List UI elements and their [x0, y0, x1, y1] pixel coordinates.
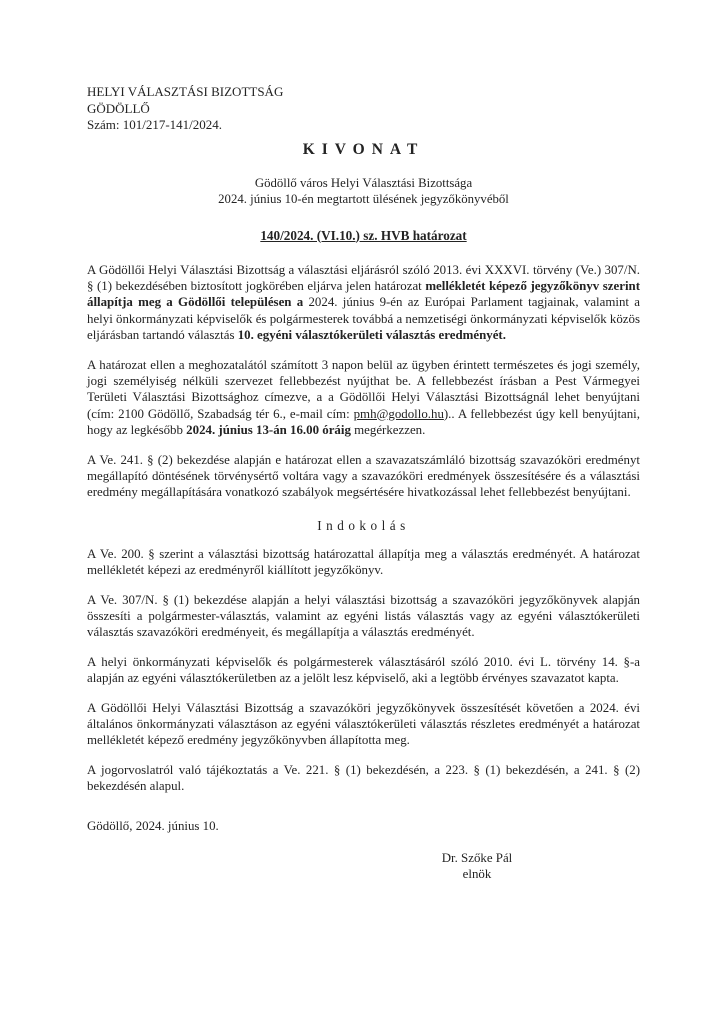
text-run: 10. egyéni választókerületi választás eredményét. [237, 328, 506, 343]
signer-role: elnök [462, 867, 492, 882]
decision-number-heading: 140/2024. (VI.10.) sz. HVB határozat [260, 227, 467, 243]
text-run: 2024. június 9-én az Európai Parlament tagjainak, valamint a helyi önkormányzati képviselők és polgármesterek továbbá a nemzetiségi önkormányzati képviselők közös eljárásban tartandó választás [87, 295, 640, 343]
email-address: pmh@godollo.hu [353, 406, 444, 421]
paragraph-legal-remedy-basis: A jogorvoslatról való tájékoztatás a Ve. 221. § (1) bekezdésén, a 223. § (1) bekezdésén, a 241. § (2) bekezdésén alapul. [87, 762, 640, 794]
subtitle-line2: 2024. június 10-én megtartott ülésének jegyzőkönyvéből [218, 192, 509, 206]
text-run: mellékletét képező jegyzőkönyv szerint állapítja meg a Gödöllői településen a [87, 278, 640, 310]
dateline: Gödöllő, 2024. június 10. [87, 818, 219, 833]
signature-block [382, 850, 572, 883]
text-run: A határozat ellen a meghozatalától számított 3 napon belül az ügyben érintett természetes és jogi személy, jogi személyiség nélküli szervezet fellebbezést nyújthat be. A fellebbezést írásban a Pest Vármegyei Területi Választási Bizottsághoz címezve, a a Gödöllői Helyi Választási Bizottságnál lehet benyújtani (cím: 2100 Gödöllő, Szabadság tér 6., e-mail cím: [87, 357, 640, 421]
text-run: megérkezzen. [350, 423, 426, 438]
paragraph-decision-statement [87, 262, 640, 344]
subtitle-line1: Gödöllő város Helyi Választási Bizottsága [254, 175, 473, 190]
paragraph-ve-200: A Ve. 200. § szerint a választási bizottság határozattal állapítja meg a választás eredményét. A határozat mellékletét képezi az eredményről kiállított jegyzőkönyv. [87, 546, 640, 578]
paragraph-appeal-instructions [87, 357, 640, 439]
paragraph-ve-307n: A Ve. 307/N. § (1) bekezdése alapján a helyi választási bizottság a szavazóköri jegyzőkönyvek alapján összesíti a polgármester-választás, valamint az egyéni listás választás vagy az egyéni választókerületi választás szavazóköri eredményeit, és megállapítja a választás eredményét. [87, 592, 640, 640]
issuing-organization [87, 84, 640, 117]
text-run: A Gödöllői Helyi Választási Bizottság a választási eljárásról szóló 2013. évi XXXVI. törvény (Ve.) 307/N. § (1) bekezdésében biztosított jogkörében eljárva jelen határozat [87, 262, 640, 293]
paragraph-2010-law: A helyi önkormányzati képviselők és polgármesterek választásáról szóló 2010. évi L. törvény 14. §-a alapján az egyéni választókerületben az a jelölt lesz képviselő, aki a legtöbb érvényes szavazatot kapta. [87, 654, 640, 686]
paragraph-appeal-legal-basis: A Ve. 241. § (2) bekezdése alapján e határozat ellen a szavazatszámláló bizottság szavazóköri eredményt megállapító döntésének törvénysértő voltára vagy a szavazóköri eredmények összesítésére és a választási eredmény megállapítására vonatkozó szabályok megsértésére hivatkozással lehet fellebbezést benyújtani. [87, 452, 640, 500]
document-title: KIVONAT [302, 140, 425, 158]
text-run: ).. A fellebbezést úgy kell benyújtani, hogy az legkésőbb [87, 406, 640, 438]
section-heading-justification: Indokolás [317, 517, 410, 533]
signer-name: Dr. Szőke Pál [441, 850, 513, 865]
organization-name-line2: GÖDÖLLŐ [87, 100, 150, 116]
paragraph-result-determination: A Gödöllői Helyi Választási Bizottság a szavazóköri jegyzőkönyvek összesítését követően a 2024. évi általános önkormányzati választáson az egyéni választókerületi választás részletes eredményét a határozat mellékletét képező eredmény jegyzőkönyvben állapította meg. [87, 700, 640, 748]
document-subtitle [87, 175, 640, 208]
organization-name-line1: HELYI VÁLASZTÁSI BIZOTTSÁG [87, 84, 284, 99]
case-number: Szám: 101/217-141/2024. [87, 117, 223, 132]
text-run: 2024. június 13-án 16.00 óráig [186, 423, 351, 438]
